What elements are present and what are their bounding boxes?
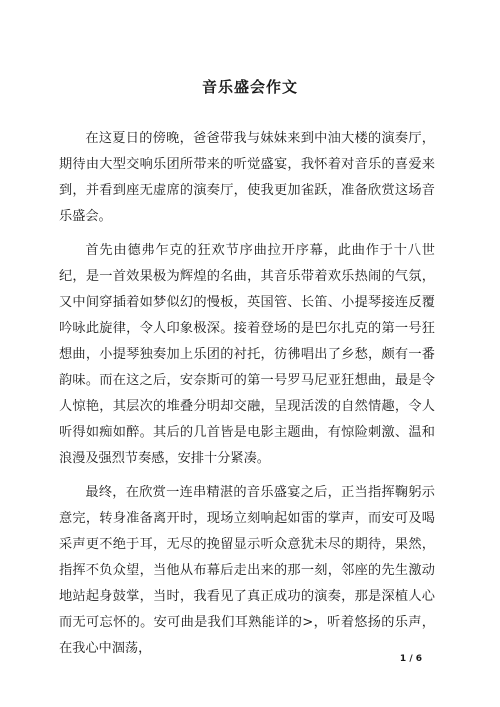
paragraph-1: 在这夏日的傍晚，爸爸带我与妹妹来到中油大楼的演奏厅，期待由大型交响乐团所带来的听觉盛宴，我怀着对音乐的喜爱来到，并看到座无虚席的演奏厅，使我更加雀跃，准备欣赏这场音乐盛会。 [59,131,435,224]
paragraph-3: 最终，在欣赏一连串精湛的音乐盛宴之后，正当指挥鞠躬示意完，转身准备离开时，现场立刻响起如雷的掌声，而安可及喝采声更不绝于耳，无尽的挽留显示听众意犹未尽的期待，果然，指挥不负众望，当他从布幕后走出来的那一刻，邻座的先生激动地站起身鼓掌，当时，我看见了真正成功的演奏，那是深植人心而无可忘怀的。安可曲是我们耳熟能详的>，听着悠扬的乐声，在我心中涸荡， [59,485,435,656]
paragraph-2: 首先由德弗乍克的狂欢节序曲拉开序幕，此曲作于十八世纪，是一首效果极为辉煌的名曲，其音乐带着欢乐热闹的气氛，又中间穿插着如梦似幻的慢板，英国管、长笛、小提琴接连反覆吟咏此旋律，令人印象极深。接着登场的是巴尔扎克的第一号狂想曲，小提琴独奏加上乐团的衬托，彷彿唱出了乡愁，颇有一番韵味。而在这之后，安奈斯可的第一号罗马尼亚狂想曲，最是令人惊艳，其层次的堆叠分明却交融，呈现活泼的自然情趣，令人听得如痴如醉。其后的几首皆是电影主题曲，有惊险刺激、温和浪漫及强烈节奏感，安排十分紧凑。 [59,243,435,466]
document-title: 音乐盛会作文 [201,78,298,96]
page-number: 1 / 6 [399,654,422,664]
document-body [59,126,435,670]
